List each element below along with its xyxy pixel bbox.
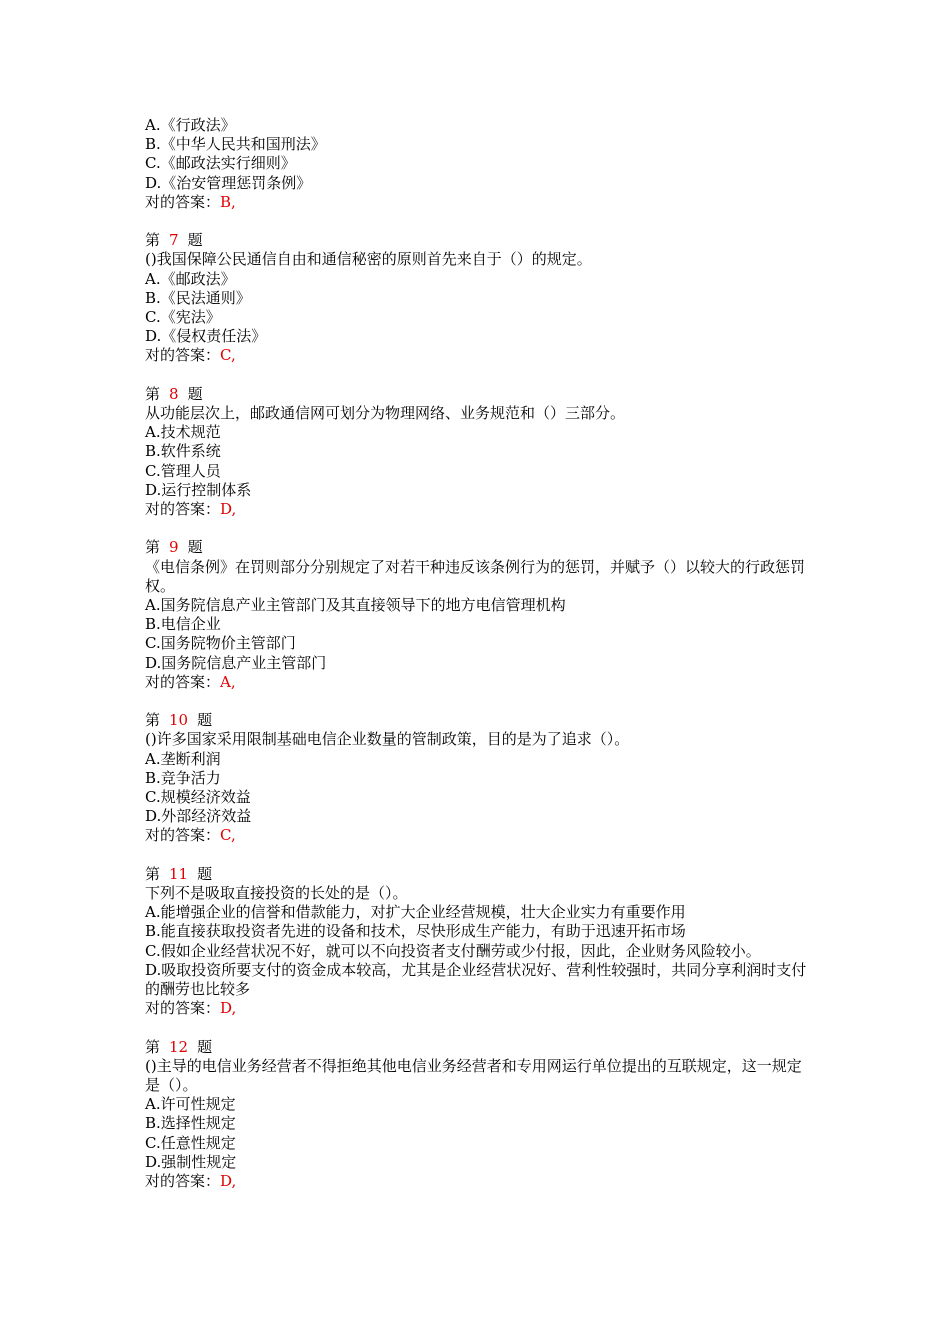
option-a: A.许可性规定 [145, 1095, 236, 1114]
question-number: 9 [169, 538, 179, 557]
option-d: D.运行控制体系 [145, 480, 252, 499]
question-text: ()主导的电信业务经营者不得拒绝其他电信业务经营者和专用网运行单位提出的互联规定，这一规定是（）。 [145, 1056, 802, 1095]
question-number: 10 [169, 711, 189, 730]
answer-label: 对的答案： [145, 346, 221, 365]
question-number: 11 [169, 864, 189, 883]
question-text: 下列不是吸取直接投资的长处的是（）。 [145, 884, 408, 903]
option-a: A.技术规范 [145, 423, 221, 442]
document-page [145, 116, 815, 1191]
answer-value: B, [220, 192, 236, 211]
option-b: B.能直接获取投资者先进的设备和技术，尽快形成生产能力，有助于迅速开拓市场 [145, 922, 686, 941]
answer-line [145, 500, 815, 519]
answer-line [145, 826, 815, 845]
answer-line [145, 999, 815, 1018]
answer-label: 对的答案： [145, 672, 221, 691]
question-heading: 第 9 题 [145, 538, 203, 557]
answer-label: 对的答案： [145, 192, 221, 211]
answer-value: C, [220, 826, 236, 845]
question-block-12 [145, 1038, 815, 1192]
option-a: A.垄断利润 [145, 749, 221, 768]
answer-label: 对的答案： [145, 1172, 221, 1191]
option-c: C.管理人员 [145, 461, 221, 480]
option-a: A.能增强企业的信誉和借款能力，对扩大企业经营规模，壮大企业实力有重要作用 [145, 903, 686, 922]
answer-line [145, 673, 815, 692]
answer-label: 对的答案： [145, 999, 221, 1018]
question-heading: 第 8 题 [145, 384, 203, 403]
answer-line [145, 1172, 815, 1191]
answer-label: 对的答案： [145, 500, 221, 519]
option-d: D.国务院信息产业主管部门 [145, 653, 327, 672]
option-d: D.《侵权责任法》 [145, 327, 267, 346]
answer-line [145, 346, 815, 365]
question-text: ()许多国家采用限制基础电信企业数量的管制政策，目的是为了追求（）。 [145, 730, 630, 749]
option-c: C.任意性规定 [145, 1133, 236, 1152]
option-d: D.外部经济效益 [145, 807, 252, 826]
answer-value: A, [220, 672, 236, 691]
question-text: 从功能层次上，邮政通信网可划分为物理网络、业务规范和（）三部分。 [145, 404, 626, 423]
option-b: B.竞争活力 [145, 768, 221, 787]
answer-value: D, [220, 1172, 237, 1191]
question-text: 《电信条例》在罚则部分分别规定了对若干种违反该条例行为的惩罚，并赋予（）以较大的行政惩罚权。 [145, 557, 806, 595]
question-number: 8 [169, 384, 179, 403]
question-heading: 第 12 题 [145, 1037, 213, 1056]
question-block-9 [145, 538, 815, 692]
option-d: D.强制性规定 [145, 1152, 237, 1171]
option-b: B.《中华人民共和国刑法》 [145, 135, 326, 154]
option-a: A.《邮政法》 [145, 269, 236, 288]
question-number: 7 [169, 231, 179, 250]
question-heading: 第 11 题 [145, 864, 213, 883]
option-b: B.软件系统 [145, 442, 221, 461]
option-c: C.《宪法》 [145, 308, 221, 327]
option-b: B.电信企业 [145, 615, 221, 634]
option-b: B.《民法通则》 [145, 288, 251, 307]
question-text: ()我国保障公民通信自由和通信秘密的原则首先来自于（）的规定。 [145, 250, 592, 269]
answer-label: 对的答案： [145, 826, 221, 845]
option-a: A.《行政法》 [145, 116, 236, 134]
answer-value: D, [220, 500, 237, 519]
question-heading: 第 10 题 [145, 711, 213, 730]
option-d: D.《治安管理惩罚条例》 [145, 173, 312, 192]
question-number: 12 [169, 1037, 189, 1056]
question-block-8 [145, 385, 815, 519]
option-b: B.选择性规定 [145, 1114, 236, 1133]
option-c: C.国务院物价主管部门 [145, 634, 296, 653]
option-a: A.国务院信息产业主管部门及其直接领导下的地方电信管理机构 [145, 596, 566, 615]
question-block-6 [145, 116, 815, 212]
option-c: C.规模经济效益 [145, 788, 251, 807]
question-heading: 第 7 题 [145, 231, 203, 250]
answer-value: C, [220, 346, 236, 365]
question-block-7 [145, 231, 815, 365]
answer-line [145, 193, 815, 212]
answer-value: D, [220, 999, 237, 1018]
question-block-10 [145, 711, 815, 845]
option-c: C.《邮政法实行细则》 [145, 154, 296, 173]
option-c: C.假如企业经营状况不好，就可以不向投资者支付酬劳或少付报，因此，企业财务风险较小。 [145, 941, 761, 960]
question-block-11 [145, 865, 815, 1019]
option-d: D.吸取投资所要支付的资金成本较高，尤其是企业经营状况好、营利性较强时，共同分享利润时支付的酬劳也比较多 [145, 960, 807, 999]
